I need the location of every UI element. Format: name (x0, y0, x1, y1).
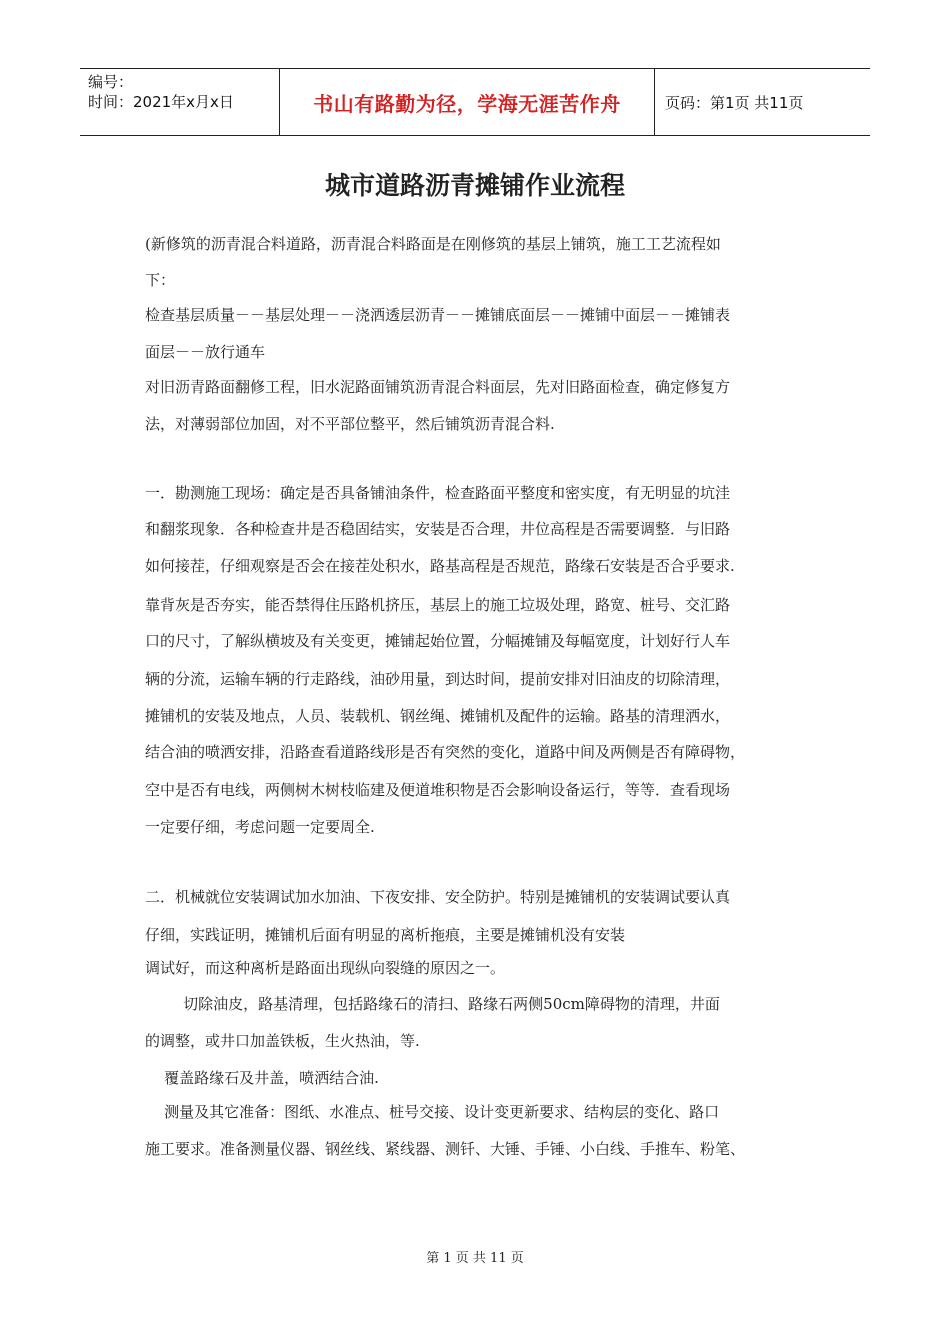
header-meta (80, 69, 280, 135)
text-line: 调试好，而这种离析是路面出现纵向裂缝的原因之一。 (145, 959, 506, 977)
date-label: 时间：2021年x月x日 (88, 93, 234, 111)
number-label: 编号： (88, 73, 134, 91)
text-line: 法，对薄弱部位加固，对不平部位整平，然后铺筑沥青混合料. (145, 415, 555, 433)
text-line: 测量及其它准备：图纸、水准点、桩号交接、设计变更新要求、结构层的变化、路口 (145, 1103, 720, 1121)
text-line: 口的尺寸，了解纵横坡及有关变更，摊铺起始位置，分幅摊铺及每幅宽度，计划好行人车 (145, 632, 731, 650)
text-line: 摊铺机的安装及地点，人员、装载机、钢丝绳、摊铺机及配件的运输。路基的清理洒水， (145, 707, 731, 725)
text-line: 切除油皮，路基清理，包括路缘石的清扫、路缘石两侧50cm障碍物的清理，井面 (145, 995, 720, 1013)
header-motto-cell (280, 69, 655, 135)
text-line: 靠背灰是否夯实，能否禁得住压路机挤压，基层上的施工垃圾处理，路宽、桩号、交汇路 (145, 596, 731, 614)
text-line: 的调整，或井口加盖铁板，生火热油，等. (145, 1032, 420, 1050)
text-line: 覆盖路缘石及井盖，喷洒结合油. (145, 1069, 379, 1087)
text-line: 如何接茬，仔细观察是否会在接茬处积水，路基高程是否规范，路缘石安装是否合乎要求. (145, 557, 735, 575)
text-line: 面层－－放行通车 (145, 343, 266, 361)
text-line: 二．机械就位安装调试加水加油、下夜安排、安全防护。特别是摊铺机的安装调试要认真 (145, 888, 731, 906)
text-line: 施工要求。准备测量仪器、钢丝线、紧线器、测钎、大锤、手锤、小白线、手推车、粉笔、 (145, 1140, 746, 1158)
header-page-info: 页码：第1页 共11页 (665, 93, 804, 112)
text-line: 和翻浆现象．各种检查井是否稳固结实，安装是否合理，井位高程是否需要调整．与旧路 (145, 520, 731, 538)
text-line: 仔细，实践证明，摊铺机后面有明显的离析拖痕，主要是摊铺机没有安装 (145, 926, 626, 944)
header-motto: 书山有路勤为径，学海无涯苦作舟 (313, 91, 621, 116)
text-line: 辆的分流，运输车辆的行走路线，油砂用量，到达时间，提前安排对旧油皮的切除清理， (145, 670, 731, 688)
page-footer: 第 1 页 共 11 页 (426, 1251, 524, 1266)
text-line: 检查基层质量－－基层处理－－浇洒透层沥青－－摊铺底面层－－摊铺中面层－－摊铺表 (145, 306, 731, 324)
text-line: 一．勘测施工现场：确定是否具备铺油条件，检查路面平整度和密实度，有无明显的坑洼 (145, 484, 731, 502)
text-line: 下： (145, 271, 176, 289)
page-header (80, 68, 870, 136)
text-line: (新修筑的沥青混合料道路，沥青混合料路面是在刚修筑的基层上铺筑，施工工艺流程如 (145, 235, 721, 253)
document-title: 城市道路沥青摊铺作业流程 (324, 171, 625, 200)
text-line: 一定要仔细，考虑问题一定要周全. (145, 818, 375, 836)
text-line: 结合油的喷洒安排，沿路查看道路线形是否有突然的变化，道路中间及两侧是否有障碍物， (145, 743, 746, 761)
text-line: 对旧沥青路面翻修工程，旧水泥路面铺筑沥青混合料面层，先对旧路面检查，确定修复方 (145, 378, 731, 396)
text-line: 空中是否有电线，两侧树木树枝临建及便道堆积物是否会影响设备运行，等等．查看现场 (145, 781, 731, 799)
